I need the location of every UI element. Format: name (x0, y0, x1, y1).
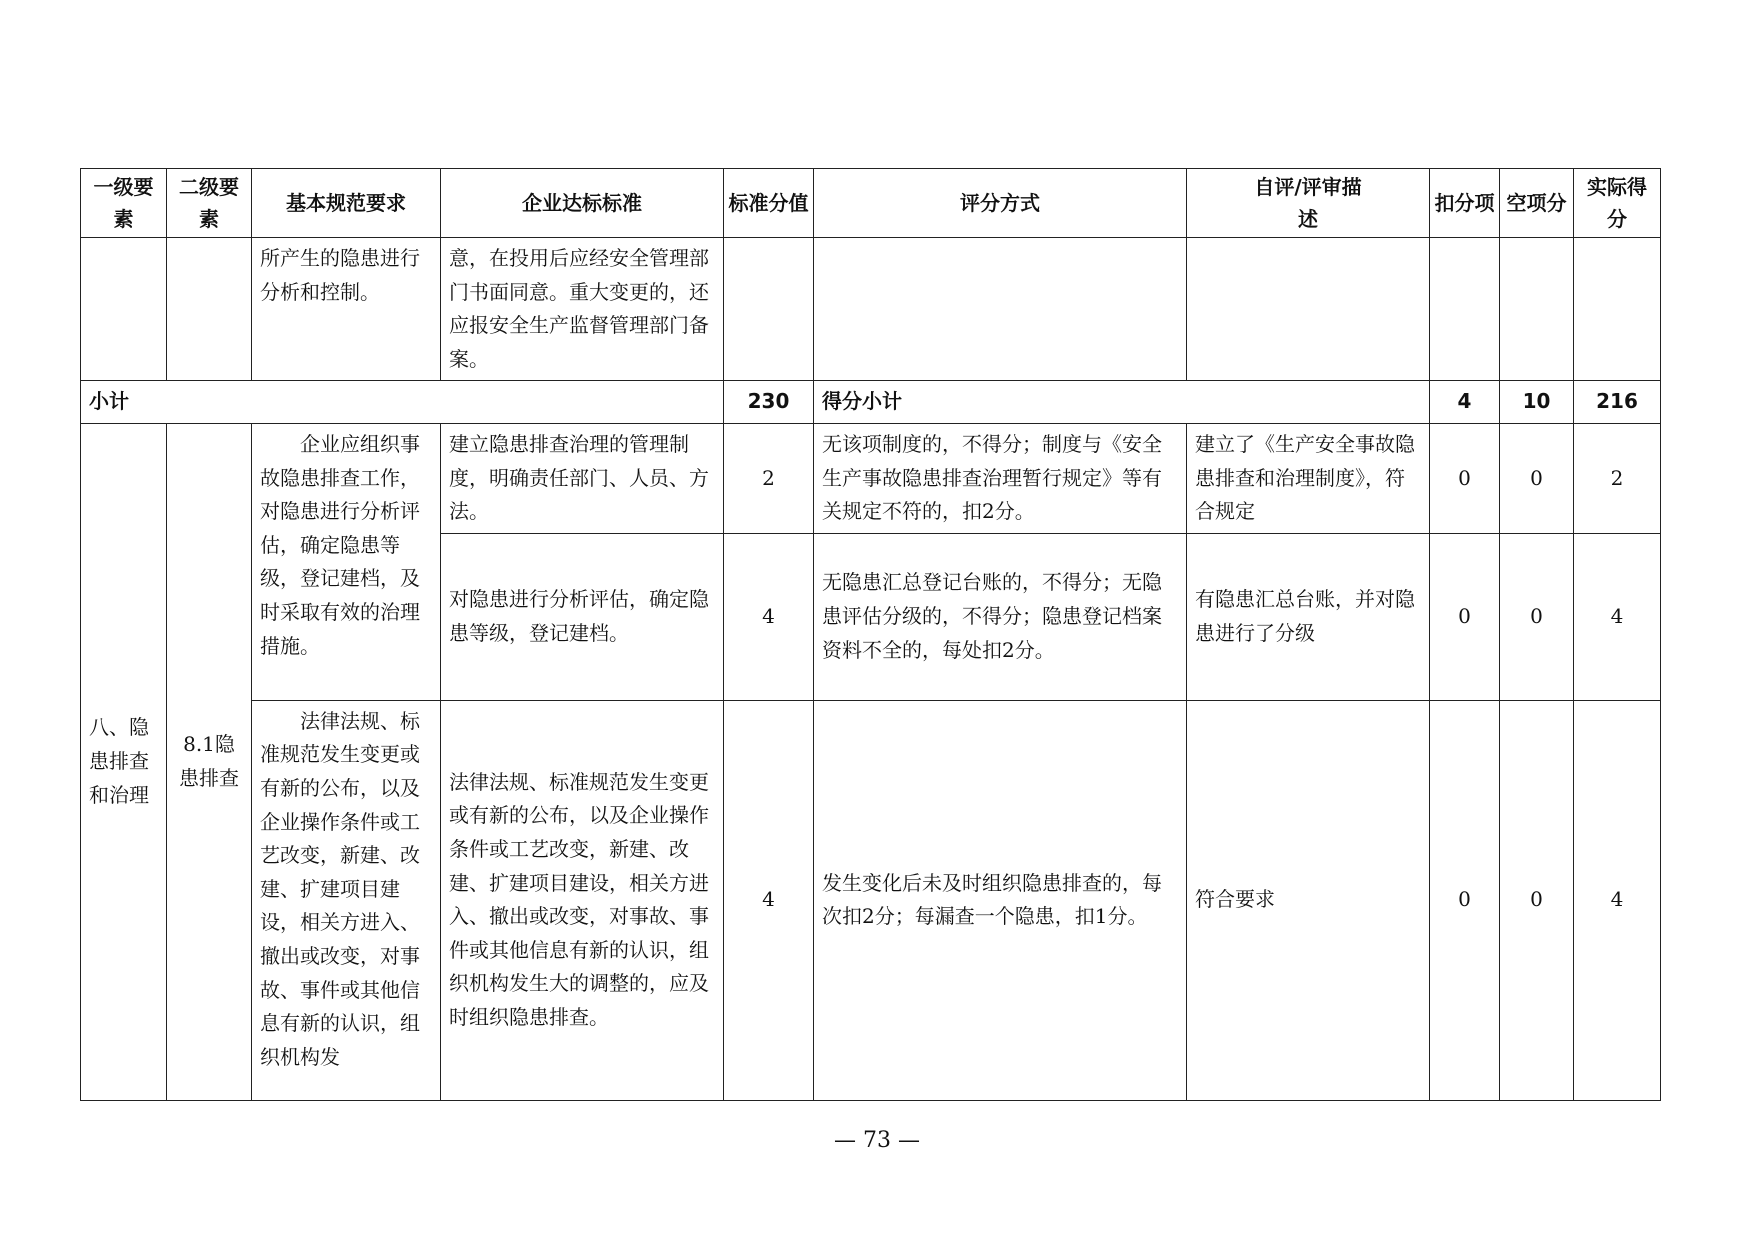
subtotal-score-label: 得分小计 (814, 381, 1430, 424)
subtotal-standard-score: 230 (724, 381, 814, 424)
header-deduction: 扣分项 (1430, 169, 1500, 238)
deduction-cell: 0 (1430, 700, 1500, 1100)
method-cell: 无该项制度的，不得分；制度与《安全生产事故隐患排查治理暂行规定》等有关规定不符的，扣2分。 (814, 423, 1187, 533)
level2-cell: 8.1隐患排查 (167, 423, 252, 1100)
header-method: 评分方式 (814, 169, 1187, 238)
table-row (81, 700, 1661, 1100)
standard-cell: 对隐患进行分析评估，确定隐患等级，登记建档。 (441, 533, 724, 700)
subtotal-empty: 10 (1500, 381, 1574, 424)
carryover-level1 (81, 238, 167, 381)
requirement-cell: 法律法规、标准规范发生变更或有新的公布，以及企业操作条件或工艺改变，新建、改建、扩建项目建设，相关方进入、撤出或改变，对事故、事件或其他信息有新的认识，组织机构发 (252, 700, 441, 1100)
requirement-cell: 企业应组织事故隐患排查工作，对隐患进行分析评估，确定隐患等级，登记建档，及时采取有效的治理措施。 (252, 423, 441, 700)
empty-cell: 0 (1500, 700, 1574, 1100)
table-row (81, 423, 1661, 533)
carryover-deduction (1430, 238, 1500, 381)
score-cell: 4 (724, 533, 814, 700)
carryover-score (724, 238, 814, 381)
subtotal-label: 小计 (81, 381, 724, 424)
deduction-cell: 0 (1430, 533, 1500, 700)
header-level1: 一级要素 (81, 169, 167, 238)
empty-cell: 0 (1500, 423, 1574, 533)
carryover-level2 (167, 238, 252, 381)
level1-cell: 八、隐患排查和治理 (81, 423, 167, 1100)
carryover-requirement: 所产生的隐患进行分析和控制。 (252, 238, 441, 381)
actual-cell: 4 (1574, 700, 1661, 1100)
method-cell: 无隐患汇总登记台账的，不得分；无隐患评估分级的，不得分；隐患登记档案资料不全的，每处扣2分。 (814, 533, 1187, 700)
method-cell: 发生变化后未及时组织隐患排查的，每次扣2分；每漏查一个隐患，扣1分。 (814, 700, 1187, 1100)
description-cell: 符合要求 (1187, 700, 1430, 1100)
scoring-table (80, 168, 1661, 1101)
carryover-row (81, 238, 1661, 381)
standard-cell: 法律法规、标准规范发生变更或有新的公布，以及企业操作条件或工艺改变，新建、改建、扩建项目建设，相关方进入、撤出或改变，对事故、事件或其他信息有新的认识，组织机构发生大的调整的，应及时组织隐患排查。 (441, 700, 724, 1100)
standard-cell: 建立隐患排查治理的管理制度，明确责任部门、人员、方法。 (441, 423, 724, 533)
header-empty: 空项分 (1500, 169, 1574, 238)
carryover-standard: 意，在投用后应经安全管理部门书面同意。重大变更的，还应报安全生产监督管理部门备案。 (441, 238, 724, 381)
deduction-cell: 0 (1430, 423, 1500, 533)
score-cell: 2 (724, 423, 814, 533)
actual-cell: 2 (1574, 423, 1661, 533)
description-cell: 建立了《生产安全事故隐患排查和治理制度》，符合规定 (1187, 423, 1430, 533)
carryover-actual (1574, 238, 1661, 381)
header-score: 标准分值 (724, 169, 814, 238)
header-standard: 企业达标标准 (441, 169, 724, 238)
carryover-description (1187, 238, 1430, 381)
actual-cell: 4 (1574, 533, 1661, 700)
carryover-empty (1500, 238, 1574, 381)
header-row (81, 169, 1661, 238)
page-number: — 73 — (834, 1128, 920, 1153)
header-level2: 二级要素 (167, 169, 252, 238)
carryover-method (814, 238, 1187, 381)
header-actual: 实际得分 (1574, 169, 1661, 238)
empty-cell: 0 (1500, 533, 1574, 700)
header-description: 自评/评审描 述 (1187, 169, 1430, 238)
subtotal-deduction: 4 (1430, 381, 1500, 424)
score-cell: 4 (724, 700, 814, 1100)
header-requirement: 基本规范要求 (252, 169, 441, 238)
subtotal-row (81, 381, 1661, 424)
description-cell: 有隐患汇总台账，并对隐患进行了分级 (1187, 533, 1430, 700)
subtotal-actual: 216 (1574, 381, 1661, 424)
